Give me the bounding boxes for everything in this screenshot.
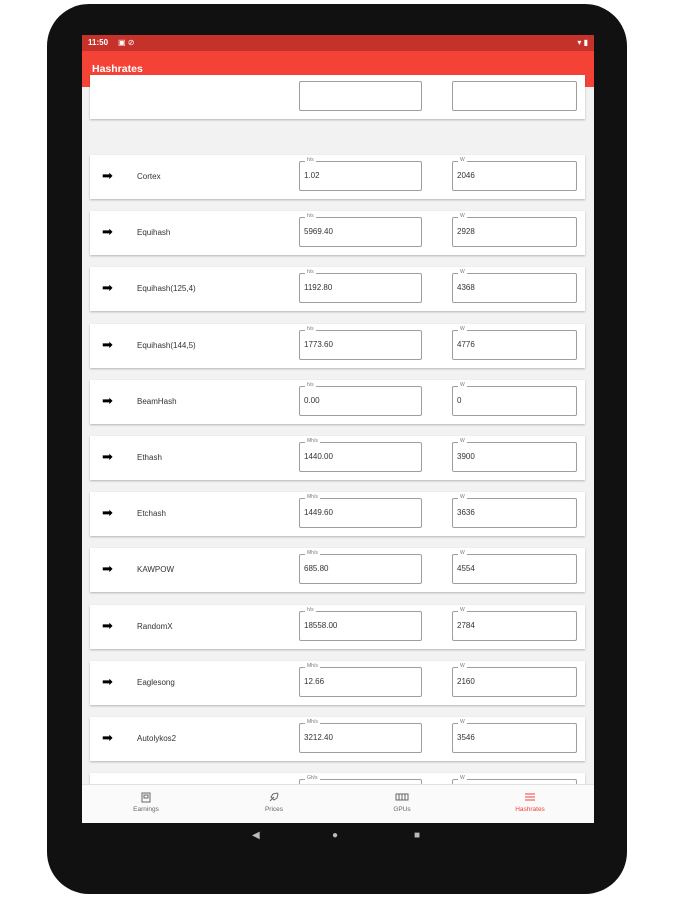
list-item	[90, 605, 585, 649]
status-time: 11:50	[88, 38, 109, 47]
nav-earnings[interactable]	[82, 785, 210, 823]
hashrate-value: 18558.00	[304, 621, 338, 630]
hashrate-unit-label: h/s	[307, 607, 314, 613]
rocket-icon	[210, 791, 338, 804]
hashrate-input[interactable]	[299, 438, 422, 472]
bottom-navigation	[82, 784, 594, 823]
power-unit-label: W	[460, 775, 465, 781]
list-icon	[466, 791, 594, 804]
list-item	[90, 267, 585, 311]
arrow-right-icon[interactable]: ➡	[102, 674, 113, 689]
hashrate-value: 12.66	[304, 677, 325, 686]
hashrate-unit-label: Gh/s	[307, 775, 318, 781]
power-unit-label: W	[460, 607, 465, 613]
power-value: 2160	[457, 677, 475, 686]
algorithm-name: Eaglesong	[137, 678, 175, 687]
power-unit-label: W	[460, 438, 465, 444]
hashrate-list[interactable]	[82, 87, 594, 784]
arrow-right-icon[interactable]: ➡	[102, 730, 113, 745]
power-input[interactable]	[452, 157, 577, 191]
power-unit-label: W	[460, 663, 465, 669]
power-input[interactable]	[452, 719, 577, 753]
hashrate-input[interactable]	[299, 382, 422, 416]
back-icon[interactable]: ◀	[252, 830, 260, 841]
list-item	[90, 75, 585, 119]
power-input[interactable]	[452, 213, 577, 247]
list-item	[90, 492, 585, 536]
power-input[interactable]	[452, 550, 577, 584]
power-value: 0	[457, 396, 462, 405]
hashrate-input[interactable]	[299, 81, 422, 111]
nav-label: GPUs	[393, 806, 411, 813]
power-unit-label: W	[460, 213, 465, 219]
algorithm-name: BeamHash	[137, 397, 177, 406]
power-value: 2928	[457, 227, 475, 236]
hashrate-unit-label: h/s	[307, 213, 314, 219]
power-unit-label: W	[460, 382, 465, 388]
list-item	[90, 324, 585, 368]
algorithm-name: Equihash(125,4)	[137, 284, 196, 293]
hashrate-value: 0.00	[304, 396, 320, 405]
power-unit-label: W	[460, 269, 465, 275]
power-unit-label: W	[460, 719, 465, 725]
power-input[interactable]	[452, 326, 577, 360]
algorithm-name: Etchash	[137, 509, 166, 518]
nav-hashrates[interactable]	[466, 785, 594, 823]
power-value: 4776	[457, 340, 475, 349]
algorithm-name: RandomX	[137, 622, 173, 631]
algorithm-name: Autolykos2	[137, 734, 177, 743]
hashrate-input[interactable]	[299, 157, 422, 191]
nav-gpus[interactable]	[338, 785, 466, 823]
page-title: Hashrates	[92, 63, 143, 75]
power-input[interactable]	[452, 438, 577, 472]
power-value: 2046	[457, 171, 475, 180]
arrow-right-icon[interactable]: ➡	[102, 280, 113, 295]
list-item	[90, 436, 585, 480]
list-item	[90, 548, 585, 592]
arrow-right-icon[interactable]: ➡	[102, 449, 113, 464]
list-item	[90, 211, 585, 255]
home-icon[interactable]: ●	[332, 830, 339, 841]
nav-label: Earnings	[133, 806, 159, 813]
hashrate-input[interactable]	[299, 550, 422, 584]
hashrate-input[interactable]	[299, 719, 422, 753]
algorithm-name: Ethash	[137, 453, 162, 462]
hashrate-value: 1773.60	[304, 340, 333, 349]
earnings-icon	[82, 791, 210, 804]
hashrate-value: 1440.00	[304, 452, 333, 461]
power-unit-label: W	[460, 326, 465, 332]
arrow-right-icon[interactable]: ➡	[102, 393, 113, 408]
hashrate-unit-label: Mh/s	[307, 438, 318, 444]
hashrate-value: 685.80	[304, 564, 329, 573]
list-item	[90, 661, 585, 705]
list-item	[90, 155, 585, 199]
system-navigation	[0, 822, 673, 852]
recents-icon[interactable]: ■	[414, 830, 421, 841]
power-value: 3900	[457, 452, 475, 461]
hashrate-value: 1.02	[304, 171, 320, 180]
nav-prices[interactable]	[210, 785, 338, 823]
power-value: 3636	[457, 508, 475, 517]
hashrate-input[interactable]	[299, 213, 422, 247]
power-unit-label: W	[460, 550, 465, 556]
algorithm-name: Cortex	[137, 172, 161, 181]
hashrate-unit-label: Mh/s	[307, 719, 318, 725]
hashrate-unit-label: h/s	[307, 269, 314, 275]
power-value: 2784	[457, 621, 475, 630]
algorithm-name: Equihash(144,5)	[137, 341, 196, 350]
list-item	[90, 380, 585, 424]
hashrate-value: 3212.40	[304, 733, 333, 742]
arrow-right-icon[interactable]: ➡	[102, 224, 113, 239]
hashrate-unit-label: Mh/s	[307, 663, 318, 669]
algorithm-name: Equihash	[137, 228, 171, 237]
nav-label: Hashrates	[515, 806, 545, 813]
hashrate-value: 5969.40	[304, 227, 333, 236]
arrow-right-icon[interactable]: ➡	[102, 168, 113, 183]
hashrate-input[interactable]	[299, 494, 422, 528]
hashrate-value: 1449.60	[304, 508, 333, 517]
power-value: 3546	[457, 733, 475, 742]
arrow-right-icon[interactable]: ➡	[102, 505, 113, 520]
hashrate-unit-label: Mh/s	[307, 494, 318, 500]
hashrate-input[interactable]	[299, 607, 422, 641]
power-input[interactable]	[452, 382, 577, 416]
hashrate-unit-label: h/s	[307, 157, 314, 163]
list-item	[90, 717, 585, 761]
hashrate-input[interactable]	[299, 326, 422, 360]
gpu-icon	[338, 791, 466, 804]
status-bar	[82, 35, 594, 51]
power-value: 4554	[457, 564, 475, 573]
hashrate-value: 1192.80	[304, 283, 333, 292]
hashrate-unit-label: h/s	[307, 326, 314, 332]
power-input[interactable]	[452, 663, 577, 697]
algorithm-name: KAWPOW	[137, 565, 175, 574]
power-input[interactable]	[452, 607, 577, 641]
power-unit-label: W	[460, 157, 465, 163]
power-input[interactable]	[452, 81, 577, 111]
arrow-right-icon[interactable]: ➡	[102, 337, 113, 352]
hashrate-unit-label: h/s	[307, 382, 314, 388]
notification-icons: ▣ ⊘	[118, 38, 135, 47]
arrow-right-icon[interactable]: ➡	[102, 618, 113, 633]
wifi-battery-icons: ▾ ▮	[577, 38, 588, 47]
power-value: 4368	[457, 283, 475, 292]
nav-label: Prices	[264, 806, 284, 813]
arrow-right-icon[interactable]: ➡	[102, 561, 113, 576]
power-input[interactable]	[452, 269, 577, 303]
power-input[interactable]	[452, 494, 577, 528]
hashrate-input[interactable]	[299, 269, 422, 303]
power-unit-label: W	[460, 494, 465, 500]
hashrate-unit-label: Mh/s	[307, 550, 318, 556]
screen	[82, 35, 594, 822]
hashrate-input[interactable]	[299, 663, 422, 697]
